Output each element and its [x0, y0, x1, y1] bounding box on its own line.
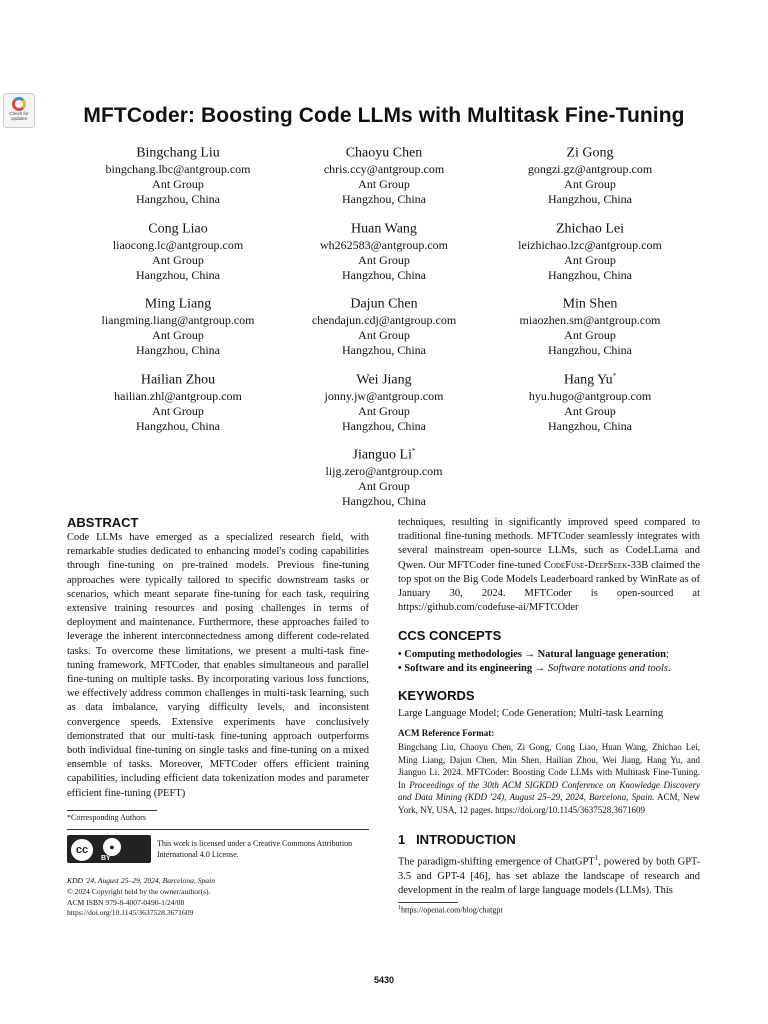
author-email[interactable]: leizhichao.lzc@antgroup.com — [518, 237, 662, 252]
copyright-line: © 2024 Copyright held by the owner/author(s). — [67, 886, 211, 896]
author-name: Hailian Zhou — [140, 372, 216, 388]
cc-icon: cc — [70, 838, 94, 862]
author-location: Hangzhou, China — [342, 343, 426, 358]
abstract-heading: ABSTRACT — [67, 515, 139, 530]
by-label: BY — [101, 855, 111, 862]
author-location: Hangzhou, China — [342, 192, 426, 207]
cc-by-license-logo[interactable] — [67, 835, 151, 863]
author-org: Ant Group — [358, 327, 410, 342]
footnote-rule — [67, 810, 157, 811]
author-location: Hangzhou, China — [136, 343, 220, 358]
license-text: This work is licensed under a Creative Commons Attribution International 4.0 License. — [157, 839, 353, 859]
author-location: Hangzhou, China — [548, 268, 632, 283]
footnote-1 — [398, 905, 503, 915]
author-name: Bingchang Liu — [136, 145, 220, 161]
author-name: Cong Liao — [148, 221, 208, 237]
author-location: Hangzhou, China — [342, 268, 426, 283]
paper-title: MFTCoder: Boosting Code LLMs with Multitask Fine-Tuning — [83, 104, 685, 127]
corresponding-footnote: *Corresponding Authors — [67, 813, 146, 822]
venue-info — [67, 876, 369, 919]
footnote-marker[interactable]: 1 — [594, 854, 599, 862]
abstract-cont-text-2: -33B claimed the top spot on the Big Code Models Leaderboard ranked by WinRate as of January 30, 2024. MFTCoder is open-sourced at https://github.com/codefuse-ai/MFTCOder — [398, 559, 700, 614]
author-entry — [480, 217, 700, 284]
author-org: Ant Group — [358, 176, 410, 191]
intro-text-2: , powered by both GPT-3.5 and GPT-4 [46], has set ablaze the landscape of research and development in the realm of large language models (LLMs). This — [398, 856, 700, 896]
author-org: Ant Group — [564, 327, 616, 342]
author-email[interactable]: gongzi.gz@antgroup.com — [527, 161, 653, 176]
ccs-arrow: → — [532, 663, 548, 674]
reference-body — [398, 741, 700, 817]
author-location: Hangzhou, China — [136, 419, 220, 434]
footnote-number: 1 — [398, 905, 401, 911]
author-name: Jianguo Li* — [352, 447, 416, 463]
author-email[interactable]: hailian.zhl@antgroup.com — [114, 388, 242, 403]
author-org: Ant Group — [564, 252, 616, 267]
author-entry — [274, 141, 494, 208]
intro-body — [398, 851, 700, 898]
author-org: Ant Group — [358, 252, 410, 267]
author-location: Hangzhou, China — [548, 343, 632, 358]
author-name: Ming Liang — [144, 296, 212, 312]
author-name: Zhichao Lei — [555, 221, 625, 237]
author-org: Ant Group — [152, 252, 204, 267]
author-entry — [480, 368, 700, 435]
footnote-url[interactable]: https://openai.com/blog/chatgpt — [401, 905, 503, 915]
author-location: Hangzhou, China — [342, 419, 426, 434]
ccs-item-2-sub: Software notations and tools — [547, 663, 668, 674]
author-org: Ant Group — [564, 176, 616, 191]
author-location: Hangzhou, China — [548, 192, 632, 207]
author-location: Hangzhou, China — [136, 192, 220, 207]
author-email[interactable]: bingchang.lbc@antgroup.com — [105, 161, 251, 176]
keywords-body: Large Language Model; Code Generation; Multi-task Learning — [398, 708, 664, 719]
reference-doi: ACM, New York, NY, USA, 12 pages. https://doi.org/10.1145/3637528.3671609 — [398, 792, 700, 815]
abstract-continued — [398, 516, 700, 615]
author-email[interactable]: liangming.liang@antgroup.com — [101, 312, 255, 327]
reference-heading: ACM Reference Format: — [398, 728, 495, 738]
author-org: Ant Group — [358, 403, 410, 418]
author-entry — [480, 292, 700, 359]
ccs-item — [398, 662, 700, 676]
author-email[interactable]: liaocong.lc@antgroup.com — [112, 237, 244, 252]
author-email[interactable]: chendajun.cdj@antgroup.com — [311, 312, 457, 327]
author-org: Ant Group — [152, 327, 204, 342]
author-name: Huan Wang — [351, 221, 417, 237]
reference-text: Bingchang Liu, Chaoyu Chen, Zi Gong, Cong Liao, Huan Wang, Zhichao Lei, Ming Liang, Dajun Chen, Min Shen, Hailian Zhou, Wei Jiang, Hang Yu, and Jianguo Li. 2024. MFTCoder: Boosting Code LLMs with Multitask Fine-Tuning. In — [398, 742, 700, 790]
doi-link[interactable]: https://doi.org/10.1145/3637528.3671609 — [67, 908, 194, 918]
author-name: Hang Yu* — [563, 372, 617, 388]
author-email[interactable]: miaozhen.sm@antgroup.com — [519, 312, 661, 327]
badge-label: Check for updates — [9, 111, 29, 121]
license-rule — [67, 829, 369, 830]
ccs-item-2: • Software and its engineering — [398, 663, 533, 674]
author-name: Chaoyu Chen — [345, 145, 423, 161]
author-entry — [274, 443, 494, 510]
author-entry — [68, 217, 288, 284]
author-org: Ant Group — [358, 478, 410, 493]
ccs-heading: CCS CONCEPTS — [398, 628, 502, 643]
author-email[interactable]: wh262583@antgroup.com — [319, 237, 449, 252]
reference-proceedings: Proceedings of the 30th ACM SIGKDD Conference on Knowledge Discovery and Data Mining (KDD '24), August 25–29, 2024, Barcelona, Spain. — [398, 779, 700, 803]
ccs-list — [398, 648, 700, 676]
author-entry — [274, 292, 494, 359]
keywords-heading: KEYWORDS — [398, 688, 475, 703]
author-entry — [480, 141, 700, 208]
ccs-punct: . — [668, 663, 671, 674]
author-entry — [274, 368, 494, 435]
author-location: Hangzhou, China — [136, 268, 220, 283]
author-name: Dajun Chen — [350, 296, 418, 312]
author-org: Ant Group — [152, 176, 204, 191]
author-name: Zi Gong — [566, 145, 614, 161]
person-icon: ● — [103, 838, 121, 856]
author-org: Ant Group — [564, 403, 616, 418]
author-email[interactable]: chris.ccy@antgroup.com — [323, 161, 445, 176]
ccs-item — [398, 648, 700, 662]
author-email[interactable]: lijg.zero@antgroup.com — [325, 463, 443, 478]
author-entry — [68, 368, 288, 435]
intro-heading: 1 INTRODUCTION — [398, 832, 516, 847]
author-entry — [68, 141, 288, 208]
intro-text: The paradigm-shifting emergence of ChatGPT — [398, 856, 595, 868]
author-entry — [274, 217, 494, 284]
ccs-punct: ; — [665, 649, 669, 660]
page-number: 5430 — [373, 975, 395, 985]
author-org: Ant Group — [152, 403, 204, 418]
author-email[interactable]: jonny.jw@antgroup.com — [324, 388, 444, 403]
author-email[interactable]: hyu.hugo@antgroup.com — [528, 388, 652, 403]
isbn-line: ACM ISBN 979-8-4007-0490-1/24/08 — [67, 897, 185, 907]
author-entry — [68, 292, 288, 359]
author-name: Wei Jiang — [356, 372, 412, 388]
ccs-item-1: • Computing methodologies → Natural language generation — [398, 649, 666, 660]
venue-line: KDD '24, August 25–29, 2024, Barcelona, Spain — [67, 876, 216, 885]
author-location: Hangzhou, China — [548, 419, 632, 434]
abstract-cont-text: techniques, resulting in significantly improved speed compared to traditional fine-tuning methods. MFTCoder seamlessly integrates with several mainstream open-source LLMs, such as CodeLLama and Qwen. Our MFTCoder fine-tuned — [398, 517, 700, 571]
model-name: CodeFuse-DeepSeek — [543, 559, 628, 571]
footnote-rule-right — [398, 902, 458, 903]
author-name: Min Shen — [562, 296, 618, 312]
author-location: Hangzhou, China — [342, 494, 426, 509]
abstract-body: Code LLMs have emerged as a specialized research field, with remarkable studies dedicated to enhancing model's coding capabilities through fine-tuning on pre-trained models. Previous fine-tuning approaches were typically tailored to specific downstream tasks or scenarios, which meant separate fine-tuning for each task, requiring extensive training resources and posing challenges in terms of deployment and maintenance. Furthermore, these approaches failed to leverage the inherent interconnectedness among different code-related tasks. To overcome these limitations, we present a multi-task fine-tuning framework, MFTCoder, that enables simultaneous and parallel fine-tuning on multiple tasks. By incorporating various loss functions, we effectively address common challenges in multi-task learning, such as data imbalance, varying difficulty levels, and inconsistent convergence speeds. Extensive experiments have conclusively demonstrated that our multi-task fine-tuning approach outperforms both individual fine-tuning on single tasks and fine-tuning on a mixed ensemble of tasks. Moreover, MFTCoder offers efficient training capabilities, including efficient data tokenization modes and parameter efficient fine-tuning (PEFT) — [67, 532, 369, 799]
